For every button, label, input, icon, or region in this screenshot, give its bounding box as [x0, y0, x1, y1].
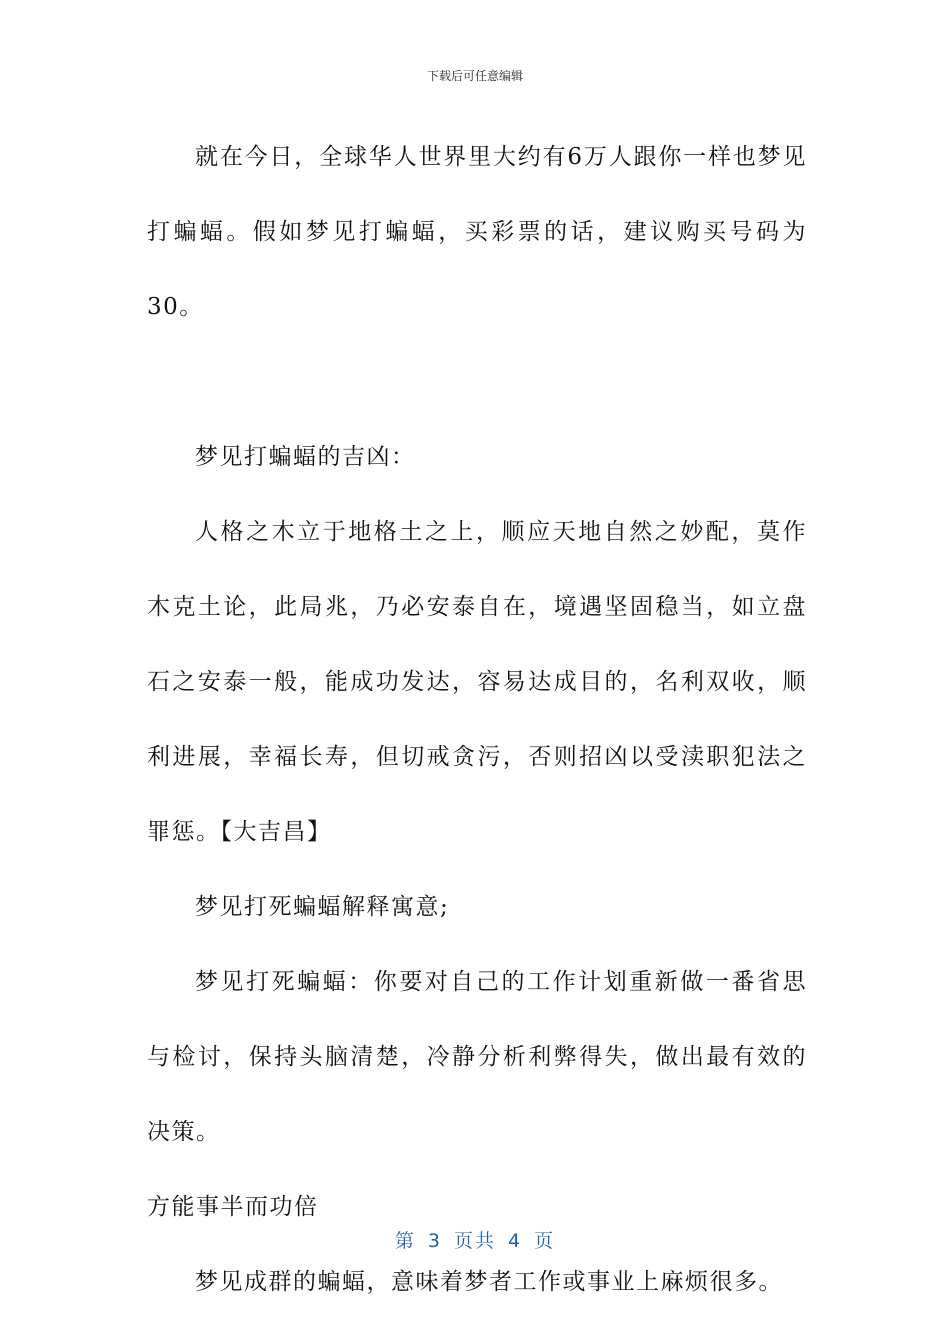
paragraph-gap [147, 345, 807, 420]
footer-current-page: 3 [427, 1230, 442, 1252]
footer-suffix: 页 [534, 1230, 556, 1252]
document-body [147, 120, 807, 1320]
paragraph-swarm: 梦见成群的蝙蝠，意味着梦者工作或事业上麻烦很多。 [195, 1269, 783, 1295]
paragraph-fortune: 人格之木立于地格土之上，顺应天地自然之妙配，莫作木克土论，此局兆，乃必安泰自在，境遇坚固稳当，如立盘石之安泰一般，能成功发达，容易达成目的，名利双收，顺利进展，幸福长寿，但切戒贪污，否则招凶以受渎职犯法之罪惩。【大吉昌】 [147, 519, 807, 845]
paragraph-meaning-continued: 方能事半而功倍 [147, 1194, 319, 1220]
paragraph-heading-meaning: 梦见打死蝙蝠解释寓意; [195, 894, 450, 920]
page-header: 下载后可任意编辑 [426, 69, 523, 83]
footer-middle: 页共 [453, 1230, 496, 1252]
paragraph-lottery: 就在今日，全球华人世界里大约有6万人跟你一样也梦见打蝙蝠。假如梦见打蝙蝠，买彩票的话，建议购买号码为30。 [147, 144, 807, 320]
page-number-footer [0, 1226, 950, 1253]
paragraph-meaning: 梦见打死蝙蝠：你要对自己的工作计划重新做一番省思与检讨，保持头脑清楚，冷静分析利弊得失，做出最有效的决策。 [147, 969, 807, 1145]
footer-total-pages: 4 [508, 1230, 523, 1252]
paragraph-heading-fortune: 梦见打蝙蝠的吉凶： [195, 444, 416, 470]
footer-prefix: 第 [394, 1230, 416, 1252]
